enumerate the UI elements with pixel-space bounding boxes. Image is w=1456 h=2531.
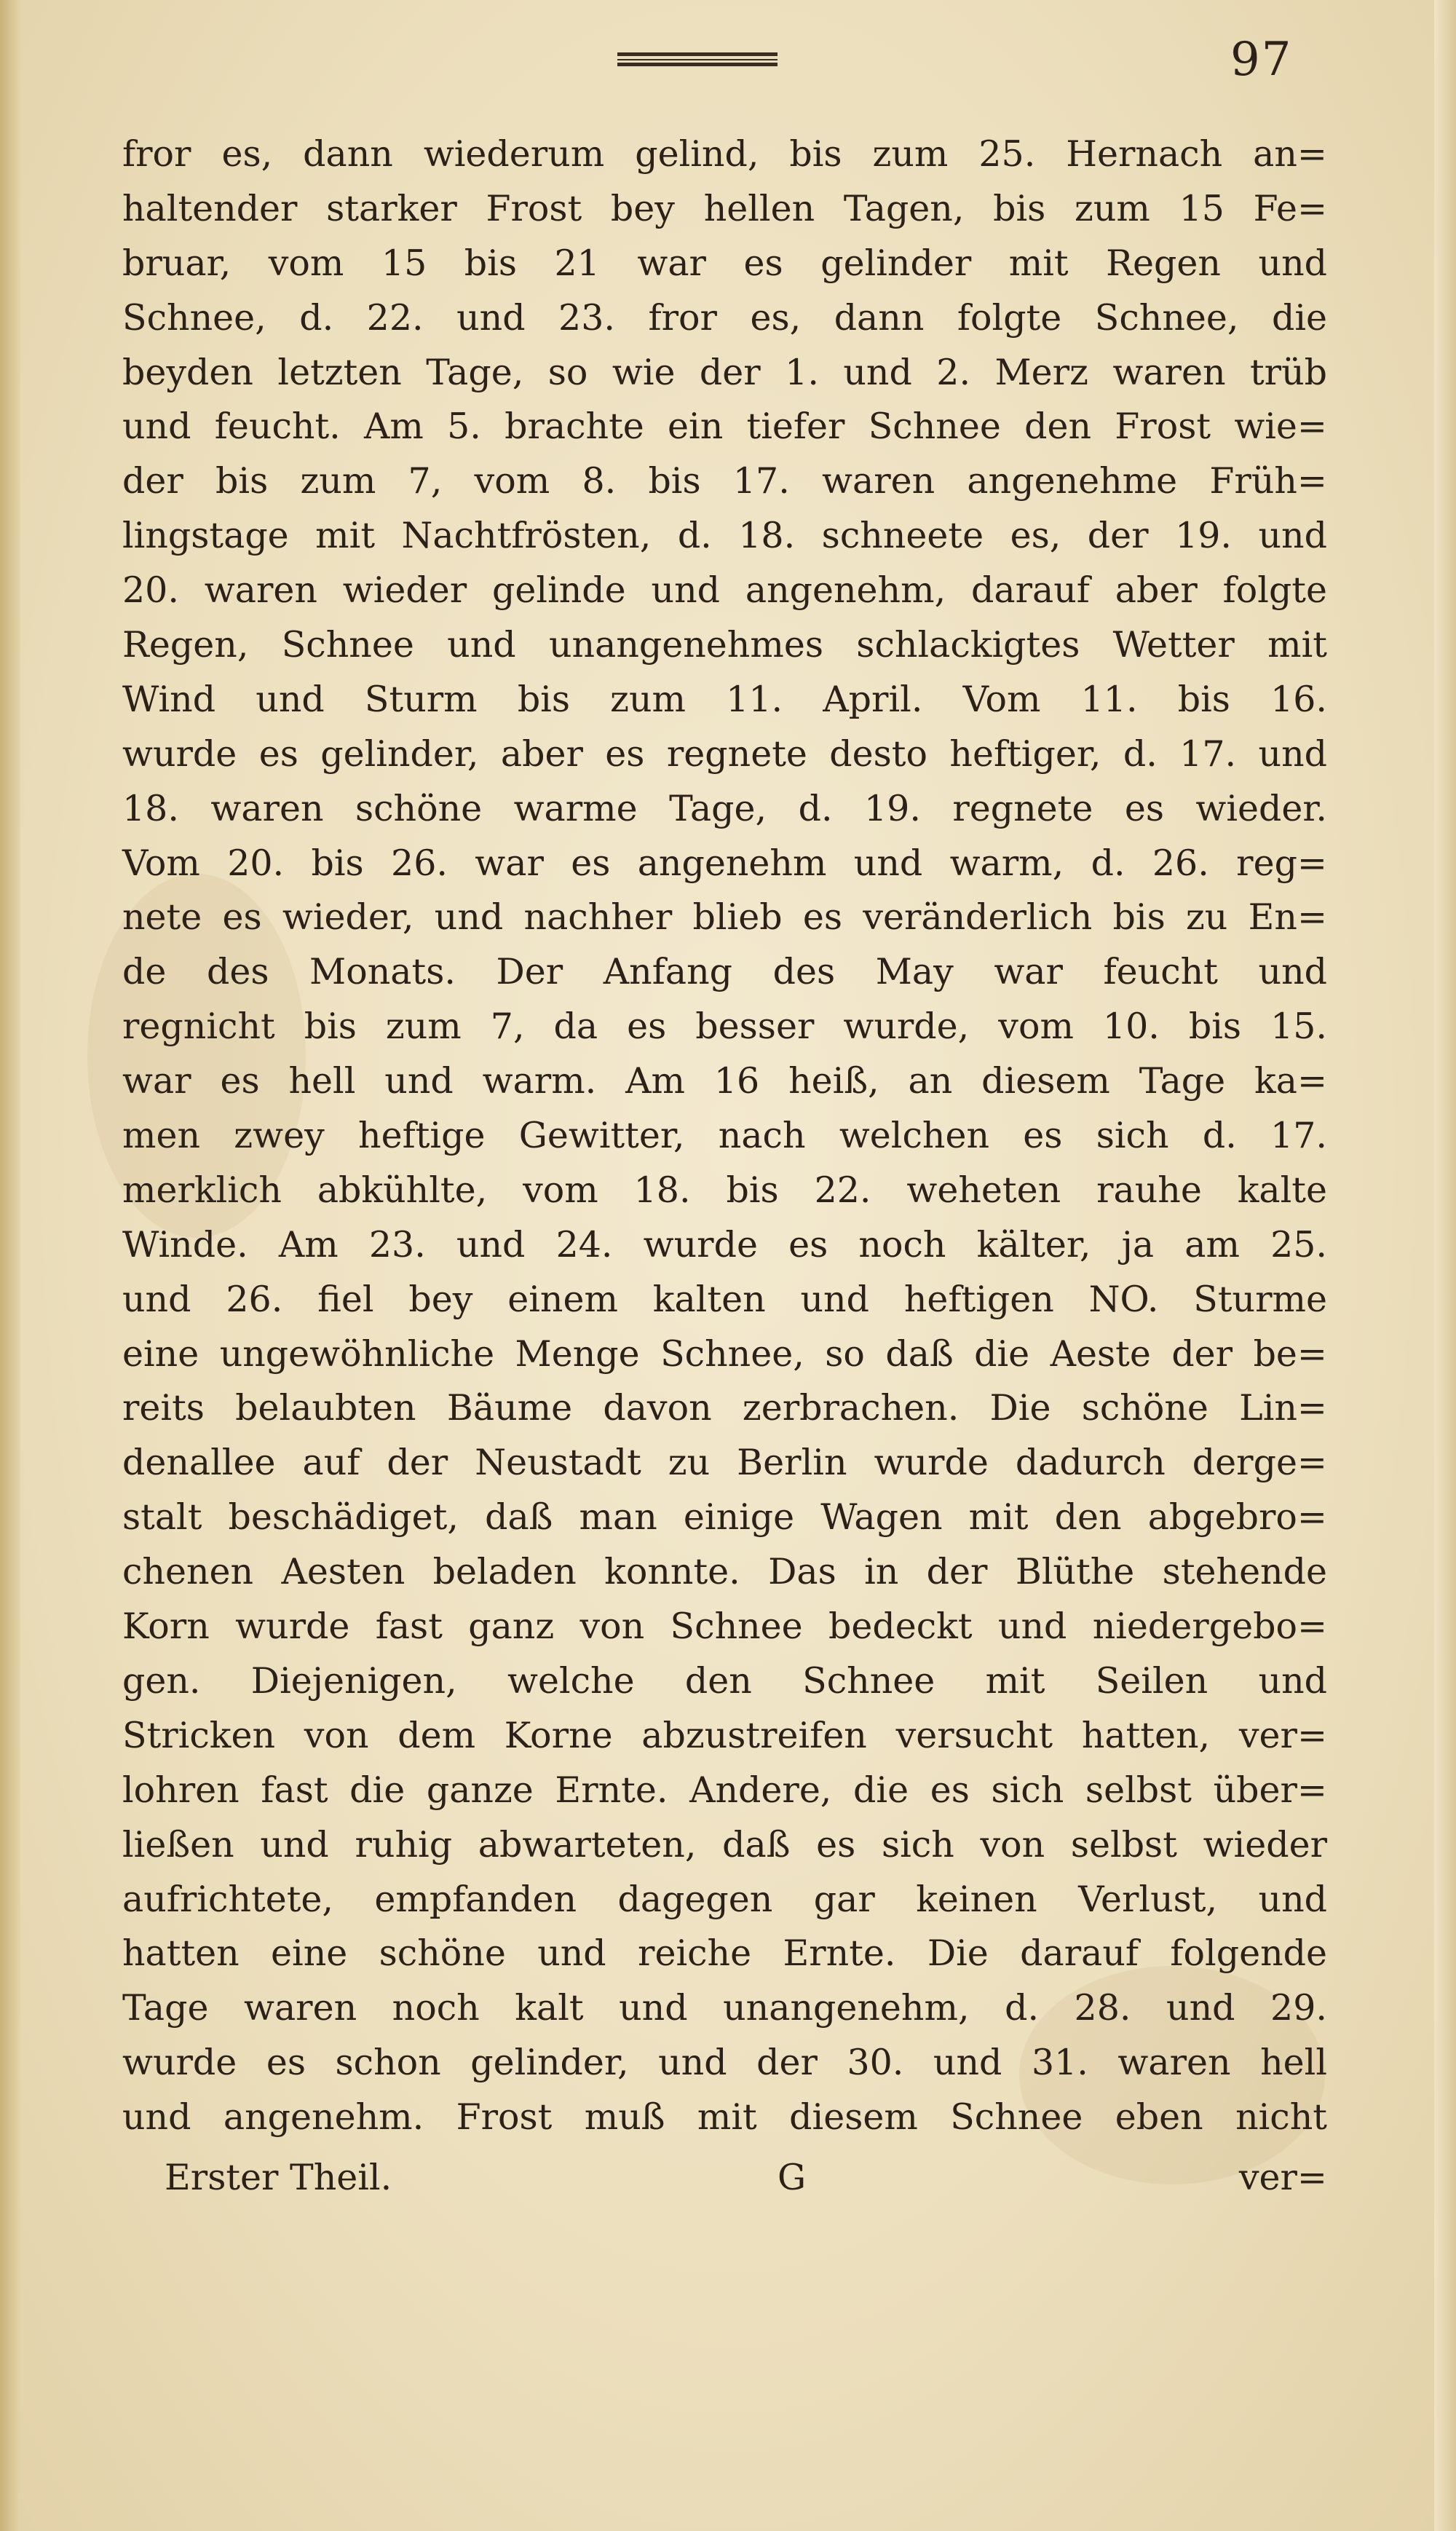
text-line: de des Monats. Der Anfang des May war feucht und: [122, 951, 1327, 993]
rule-bar: [617, 52, 778, 56]
page-gutter-shadow: [0, 0, 20, 2531]
text-line: haltender starker Frost bey hellen Tagen, bis zum 15 Fe=: [122, 187, 1327, 229]
text-line: 18. waren schöne warme Tage, d. 19. regnete es wieder.: [122, 787, 1327, 829]
text-line: fror es, dann wiederum gelind, bis zum 25. Hernach an=: [122, 133, 1327, 175]
text-line: beyden letzten Tage, so wie der 1. und 2. Merz waren trüb: [122, 351, 1327, 393]
page-footer: [165, 2157, 1327, 2208]
rule-bar: [617, 59, 778, 60]
text-line: und 26. fiel bey einem kalten und heftigen NO. Sturme: [122, 1278, 1327, 1320]
page-edge: [1434, 0, 1456, 2531]
text-line: merklich abkühlte, vom 18. bis 22. weheten rauhe kalte: [122, 1169, 1327, 1211]
text-line: aufrichtete, empfanden dagegen gar keinen Verlust, und: [122, 1878, 1327, 1920]
text-line: und feucht. Am 5. brachte ein tiefer Schnee den Frost wie=: [122, 406, 1327, 448]
page-number: 97: [1230, 33, 1293, 87]
text-line: gen. Diejenigen, welche den Schnee mit Seilen und: [122, 1659, 1327, 1702]
text-line: Schnee, d. 22. und 23. fror es, dann folgte Schnee, die: [122, 296, 1327, 339]
text-line: Wind und Sturm bis zum 11. April. Vom 11. bis 16.: [122, 678, 1327, 720]
text-line: denallee auf der Neustadt zu Berlin wurde dadurch derge=: [122, 1442, 1327, 1484]
text-line: und angenehm. Frost muß mit diesem Schnee eben nicht: [122, 2096, 1327, 2139]
text-line: 20. waren wieder gelinde und angenehm, darauf aber folgte: [122, 569, 1327, 612]
header-ornament-rule: [617, 52, 778, 66]
text-line: Korn wurde fast ganz von Schnee bedeckt und niedergebo=: [122, 1606, 1327, 1648]
text-line: wurde es gelinder, aber es regnete desto heftiger, d. 17. und: [122, 733, 1327, 775]
text-line: Regen, Schnee und unangenehmes schlackigtes Wetter mit: [122, 624, 1327, 666]
text-line: stalt beschädiget, daß man einige Wagen mit den abgebro=: [122, 1496, 1327, 1539]
catchword: ver=: [1238, 2157, 1327, 2198]
text-line: men zwey heftige Gewitter, nach welchen es sich d. 17.: [122, 1115, 1327, 1157]
text-line: lingstage mit Nachtfrösten, d. 18. schneete es, der 19. und: [122, 515, 1327, 557]
text-line: regnicht bis zum 7, da es besser wurde, vom 10. bis 15.: [122, 1006, 1327, 1048]
text-line: lohren fast die ganze Ernte. Andere, die es sich selbst über=: [122, 1769, 1327, 1811]
text-line: ließen und ruhig abwarteten, daß es sich von selbst wieder: [122, 1823, 1327, 1865]
text-line: Tage waren noch kalt und unangenehm, d. 28. und 29.: [122, 1987, 1327, 2029]
body-text: [122, 127, 1327, 2145]
text-line: bruar, vom 15 bis 21 war es gelinder mit Regen und: [122, 242, 1327, 284]
text-line: war es hell und warm. Am 16 heiß, an diesem Tage ka=: [122, 1060, 1327, 1102]
rule-bar: [617, 63, 778, 66]
text-line: der bis zum 7, vom 8. bis 17. waren angenehme Früh=: [122, 460, 1327, 502]
text-line: nete es wieder, und nachher blieb es veränderlich bis zu En=: [122, 896, 1327, 939]
text-line: hatten eine schöne und reiche Ernte. Die darauf folgende: [122, 1932, 1327, 1975]
text-line: Winde. Am 23. und 24. wurde es noch kälter, ja am 25.: [122, 1223, 1327, 1266]
text-line: chenen Aesten beladen konnte. Das in der Blüthe stehende: [122, 1551, 1327, 1593]
sheet-mark: G: [778, 2157, 807, 2198]
text-line: wurde es schon gelinder, und der 30. und 31. waren hell: [122, 2042, 1327, 2084]
signature-mark: Erster Theil.: [165, 2157, 392, 2198]
text-line: reits belaubten Bäume davon zerbrachen. Die schöne Lin=: [122, 1387, 1327, 1429]
text-line: Stricken von dem Korne abzustreifen versucht hatten, ver=: [122, 1714, 1327, 1756]
text-line: eine ungewöhnliche Menge Schnee, so daß die Aeste der be=: [122, 1332, 1327, 1375]
text-line: Vom 20. bis 26. war es angenehm und warm, d. 26. reg=: [122, 842, 1327, 884]
